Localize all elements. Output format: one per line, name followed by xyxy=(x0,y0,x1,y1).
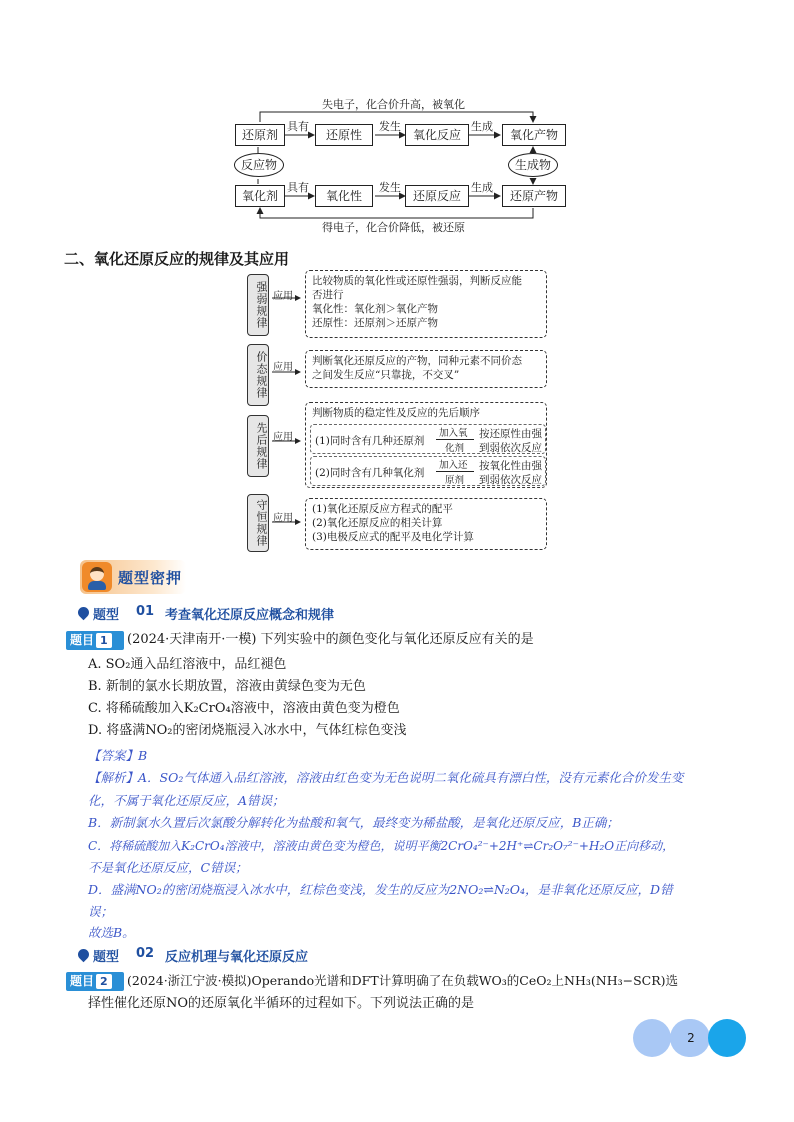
rule-tag-order: 先后规律 xyxy=(247,415,269,477)
pin-icon xyxy=(76,947,92,963)
oxidizing-agent-box: 氧化剂 xyxy=(235,185,285,207)
apply-label: 应用 xyxy=(273,291,293,302)
pager-dot-active xyxy=(708,1019,746,1057)
banner-title: 题型密押 xyxy=(118,569,183,587)
arrow-label-produce: 生成 xyxy=(471,181,493,194)
arrow-label-have: 具有 xyxy=(287,120,309,133)
question-tag xyxy=(66,631,124,650)
arrow-label-produce: 生成 xyxy=(471,120,493,133)
reduction-product-box: 还原产物 xyxy=(502,185,566,207)
oxidation-product-box: 氧化产物 xyxy=(502,124,566,146)
analysis-line: 误； xyxy=(88,904,114,919)
rule-tag-strength: 强弱规律 xyxy=(247,274,269,336)
apply-label: 应用 xyxy=(273,362,293,373)
question-tag-label: 题目 xyxy=(70,974,95,988)
rule-line: (2)氧化还原反应的相关计算 xyxy=(312,517,443,529)
rule-line: (3)电极反应式的配平及电化学计算 xyxy=(312,531,474,543)
order-arrow-bottom: 原剂 xyxy=(445,475,465,486)
products-oval: 生成物 xyxy=(508,153,558,177)
rule-line: 比较物质的氧化性或还原性强弱，判断反应能 xyxy=(312,275,522,287)
rule-box-valence xyxy=(305,350,547,388)
rule-tag-conservation: 守恒规律 xyxy=(247,494,269,552)
order-item-2 xyxy=(310,456,546,486)
arrow-label-have: 具有 xyxy=(287,181,309,194)
question-stem: (2024·天津南开·一模) 下列实验中的颜色变化与氧化还原反应有关的是 xyxy=(127,632,534,647)
option-c: C. 将稀硫酸加入K₂CrO₄溶液中，溶液由黄色变为橙色 xyxy=(88,701,400,716)
apply-label: 应用 xyxy=(273,513,293,524)
rule-tag-valence: 价态规律 xyxy=(247,344,269,406)
order-arrow-top: 加入氧 xyxy=(439,428,468,439)
order-item-right: 到弱依次反应 xyxy=(479,474,542,486)
order-item-right: 按还原性由强 xyxy=(479,428,542,440)
question-number: 2 xyxy=(96,974,112,989)
order-arrow-top: 加入还 xyxy=(439,460,468,471)
reducibility-box: 还原性 xyxy=(315,124,373,146)
teacher-icon xyxy=(82,562,112,592)
order-arrow-bottom: 化剂 xyxy=(445,443,465,454)
order-item-left: (1)同时含有几种还原剂 xyxy=(315,435,425,447)
rule-arrows xyxy=(270,270,310,550)
order-item-right: 按氧化性由强 xyxy=(479,460,542,472)
analysis-line: D．盛满NO₂的密闭烧瓶浸入冰水中，红棕色变浅，发生的反应为2NO₂⇌N₂O₄，是非氧化还原反应，D错 xyxy=(88,882,673,897)
rule-line: 判断氧化还原反应的产物，同种元素不同价态 xyxy=(312,355,522,367)
page-number-badge xyxy=(672,1019,710,1057)
type-number: 02 xyxy=(136,946,155,961)
reduction-reaction-box: 还原反应 xyxy=(405,185,469,207)
rule-box-conservation xyxy=(305,498,547,550)
oxidizability-box: 氧化性 xyxy=(315,185,373,207)
arrow-label-occur: 发生 xyxy=(379,181,401,194)
rule-line: 氧化性：氧化剂＞氧化产物 xyxy=(312,303,438,315)
option-b: B. 新制的氯水长期放置，溶液由黄绿色变为无色 xyxy=(88,679,366,694)
diagram-top-label: 失电子，化合价升高，被氧化 xyxy=(322,98,465,111)
page-number: 2 xyxy=(687,1031,695,1045)
rule-line: 还原性：还原剂＞还原产物 xyxy=(312,317,438,329)
type-number: 01 xyxy=(136,604,155,619)
banner xyxy=(80,560,186,594)
analysis-line: 故选B。 xyxy=(88,925,135,940)
question-tag-label: 题目 xyxy=(70,633,95,647)
pin-icon xyxy=(76,605,92,621)
arrow-label-occur: 发生 xyxy=(379,120,401,133)
reducing-agent-box: 还原剂 xyxy=(235,124,285,146)
analysis-line: 【解析】A．SO₂气体通入品红溶液，溶液由红色变为无色说明二氧化硫具有漂白性，没有元素化合价发生变 xyxy=(88,770,684,785)
pager-dot xyxy=(633,1019,671,1057)
apply-label: 应用 xyxy=(273,432,293,443)
option-d: D. 将盛满NO₂的密闭烧瓶浸入冰水中，气体红棕色变浅 xyxy=(88,723,407,738)
order-item-1 xyxy=(310,424,546,454)
diagram-bottom-label: 得电子，化合价降低，被还原 xyxy=(322,221,465,234)
order-item-right: 到弱依次反应 xyxy=(479,442,542,454)
oxidation-reaction-box: 氧化反应 xyxy=(405,124,469,146)
rule-line: 否进行 xyxy=(312,289,344,301)
type-label: 题型 xyxy=(93,950,120,965)
analysis-line: 不是氧化还原反应，C错误； xyxy=(88,860,248,875)
rule-box-strength xyxy=(305,270,547,338)
answer: 【答案】B xyxy=(88,748,148,763)
rule-line: 之间发生反应“只靠拢，不交叉” xyxy=(312,369,460,381)
section-heading: 二、氧化还原反应的规律及其应用 xyxy=(64,250,290,268)
question-stem: (2024·浙江宁波·模拟)Operando光谱和DFT计算明确了在负载WO₃的CeO₂上NH₃(NH₃−SCR)选 xyxy=(127,973,678,988)
analysis-line: 化，不属于氧化还原反应，A错误； xyxy=(88,793,285,808)
type-label: 题型 xyxy=(93,608,120,623)
option-a: A. SO₂通入品红溶液中，品红褪色 xyxy=(88,657,287,672)
question-tag xyxy=(66,972,124,991)
question-stem: 择性催化还原NO的还原氧化半循环的过程如下。下列说法正确的是 xyxy=(88,996,475,1011)
reactants-oval: 反应物 xyxy=(234,153,284,177)
question-number: 1 xyxy=(96,633,112,648)
order-item-left: (2)同时含有几种氧化剂 xyxy=(315,467,425,479)
rule-intro: 判断物质的稳定性及反应的先后顺序 xyxy=(312,407,480,419)
type-title: 考查氧化还原反应概念和规律 xyxy=(165,608,335,623)
analysis-line: C．将稀硫酸加入K₂CrO₄溶液中，溶液由黄色变为橙色，说明平衡2CrO₄²⁻+2H⁺⇌Cr₂O₇²⁻+H₂O正向移动， xyxy=(88,839,675,853)
rule-line: (1)氧化还原反应方程式的配平 xyxy=(312,503,453,515)
type-title: 反应机理与氧化还原反应 xyxy=(165,950,309,965)
analysis-line: B．新制氯水久置后次氯酸分解转化为盐酸和氧气，最终变为稀盐酸，是氧化还原反应，B正确； xyxy=(88,815,619,830)
